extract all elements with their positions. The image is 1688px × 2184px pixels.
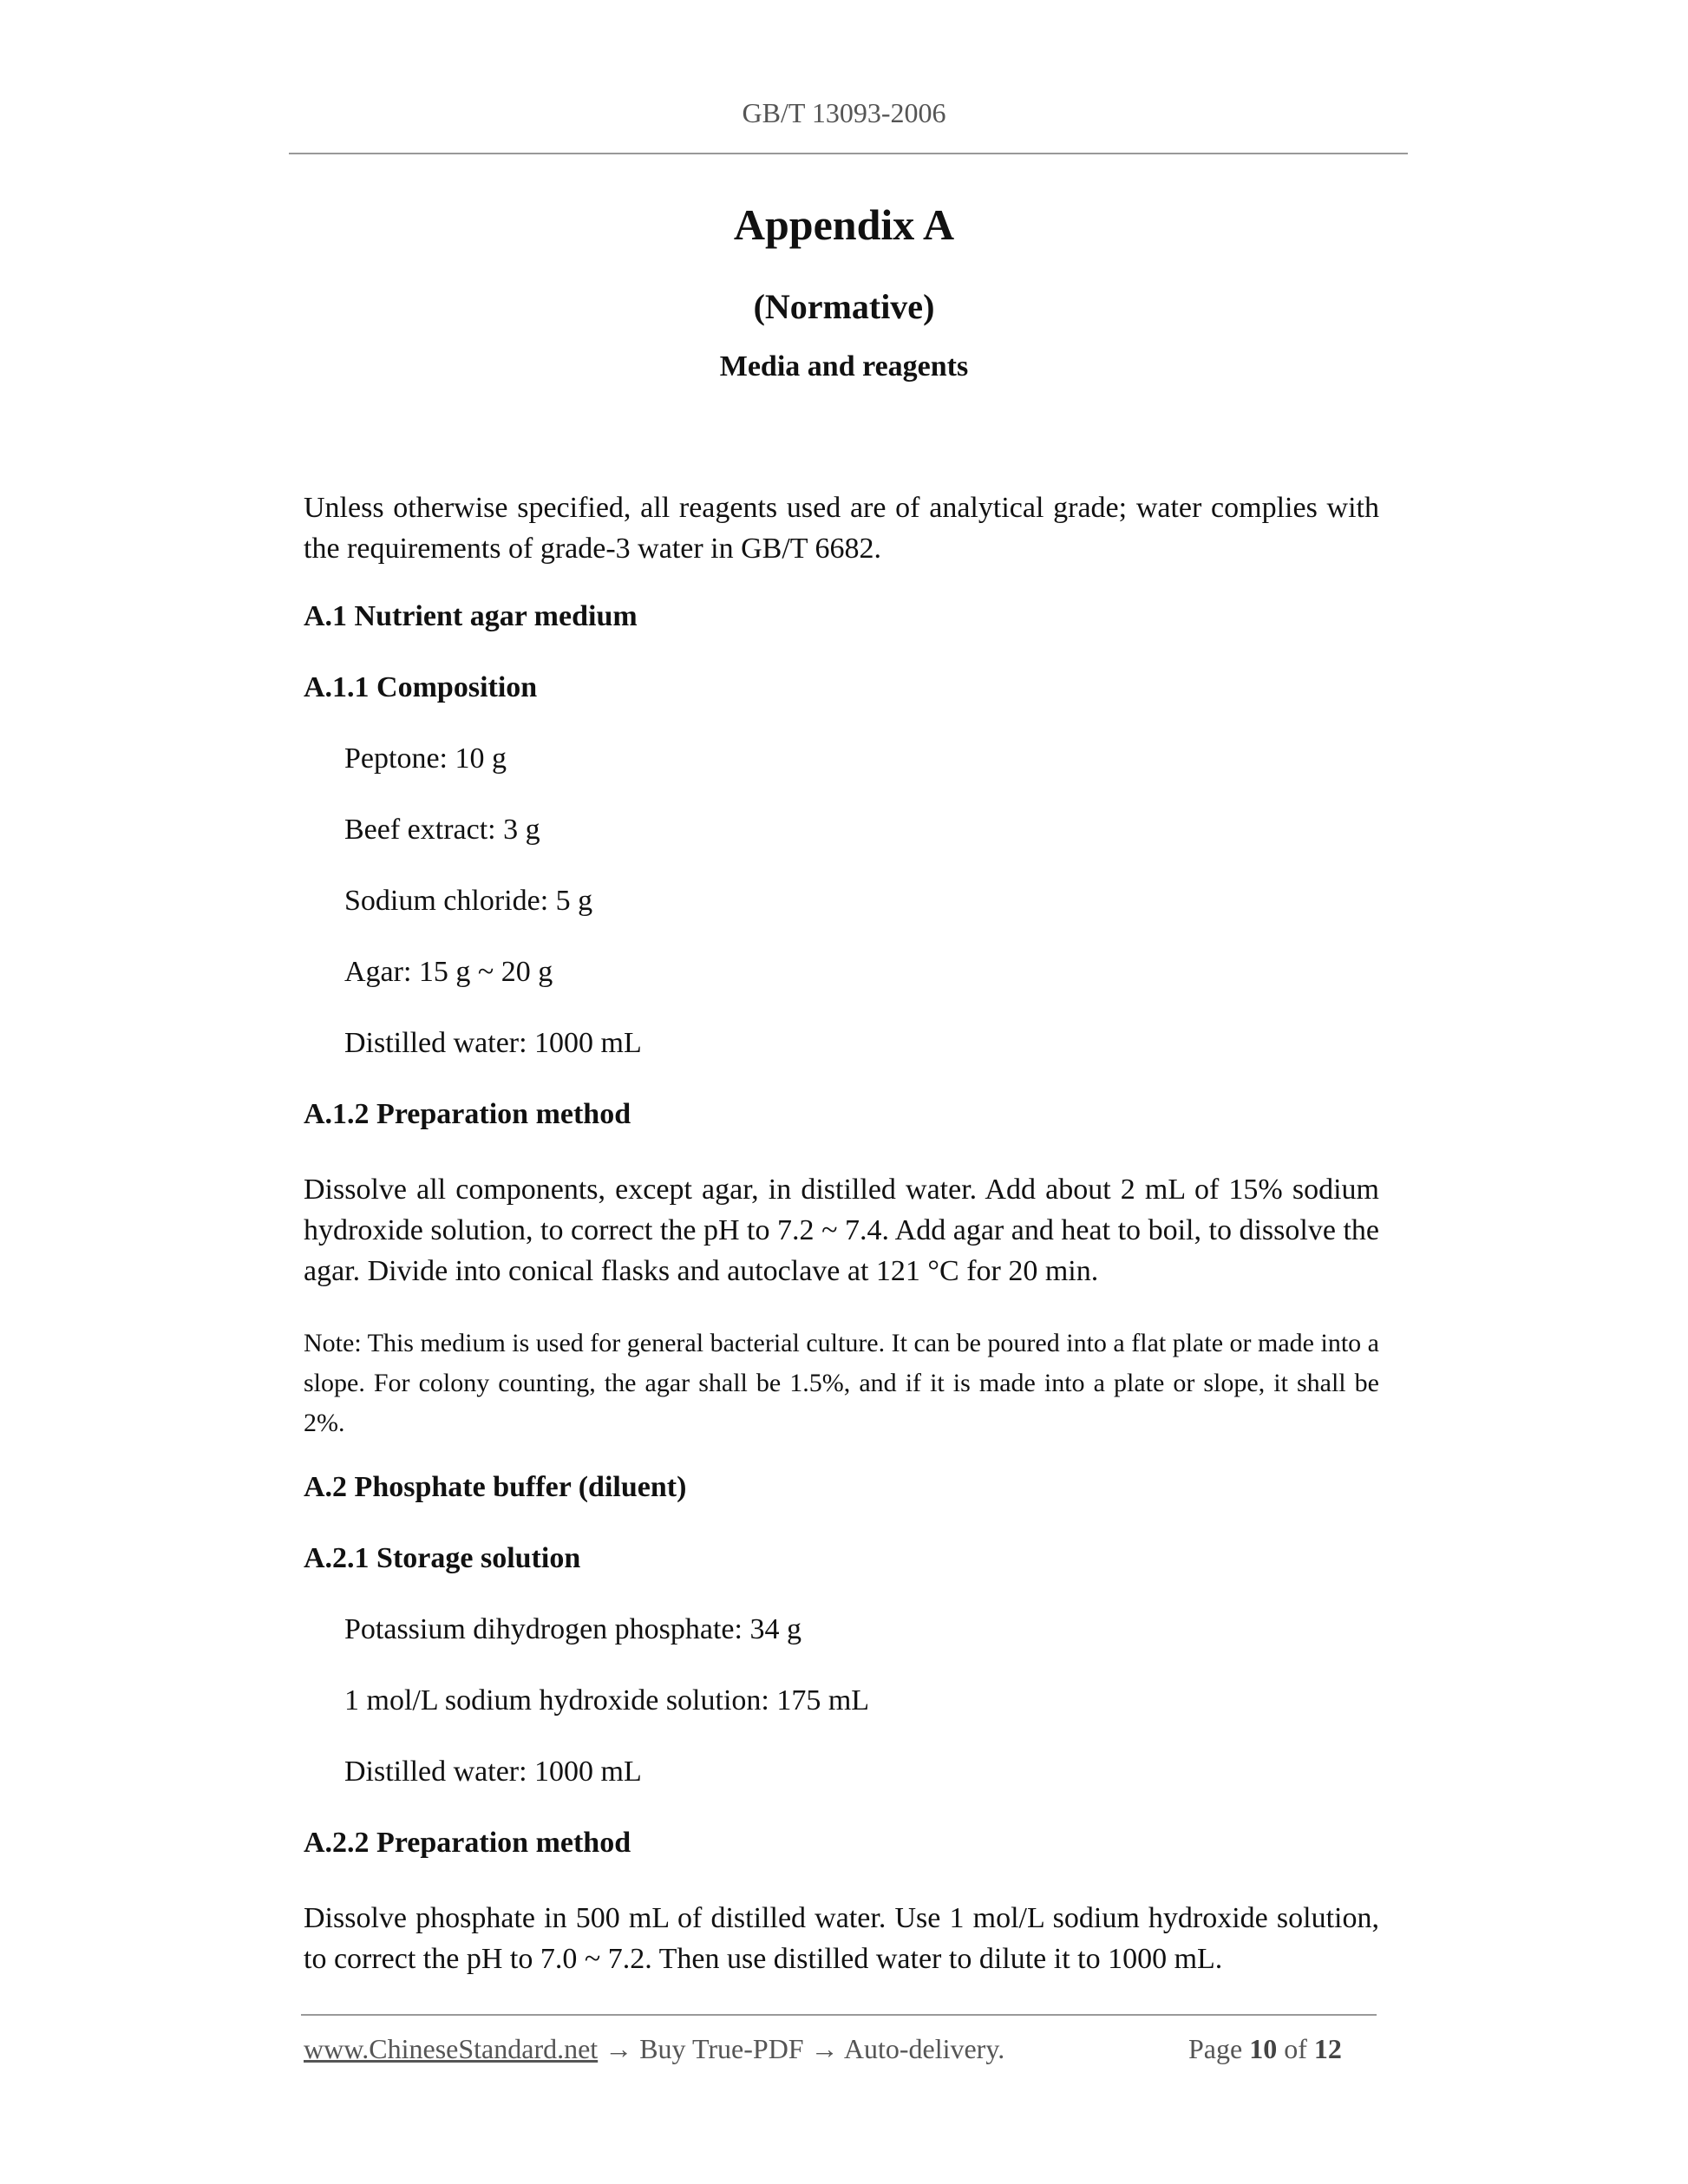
section-a22-heading: A.2.2 Preparation method xyxy=(304,1827,631,1859)
section-a11-heading: A.1.1 Composition xyxy=(304,671,538,703)
appendix-subtitle: Media and reagents xyxy=(719,350,969,383)
storage-item: Distilled water: 1000 mL xyxy=(344,1756,642,1788)
footer-divider xyxy=(301,2014,1377,2016)
storage-item: 1 mol/L sodium hydroxide solution: 175 mL xyxy=(344,1684,870,1716)
storage-item: Potassium dihydrogen phosphate: 34 g xyxy=(344,1613,801,1645)
section-a1-heading: A.1 Nutrient agar medium xyxy=(304,600,638,632)
composition-item: Peptone: 10 g xyxy=(344,742,507,775)
section-a2-heading: A.2 Phosphate buffer (diluent) xyxy=(304,1471,687,1503)
composition-item: Beef extract: 3 g xyxy=(344,814,540,846)
section-a12-heading: A.1.2 Preparation method xyxy=(304,1098,631,1130)
page-indicator: Page 10 of 12 xyxy=(1188,2033,1342,2064)
website-link[interactable]: www.ChineseStandard.net xyxy=(304,2033,599,2064)
a1-note: Note: This medium is used for general bacterial culture. It can be poured into a flat plate or made into a slope. For colony counting, the agar shall be 1.5%, and if it is made into a plate or slope, it shall be 2%. xyxy=(304,1329,1379,1437)
section-a21-heading: A.2.1 Storage solution xyxy=(304,1542,581,1574)
footer-promo xyxy=(304,2033,1004,2065)
appendix-title: Appendix A xyxy=(733,200,955,249)
composition-item: Sodium chloride: 5 g xyxy=(344,885,593,917)
a1-preparation-text: Dissolve all components, except agar, in distilled water. Add about 2 mL of 15% sodium hydroxide solution, to correct the pH to 7.2 ~ 7.4. Add agar and heat to boil, to dissolve the agar. Divide into conical flasks and autoclave at 121 °C for 20 min. xyxy=(304,1174,1379,1287)
composition-item: Agar: 15 g ~ 20 g xyxy=(344,956,553,988)
appendix-type: (Normative) xyxy=(753,287,935,326)
current-page: 10 xyxy=(1249,2033,1278,2064)
total-pages: 12 xyxy=(1313,2033,1342,2064)
footer-tagline: → Buy True-PDF → Auto-delivery. xyxy=(598,2033,1005,2064)
header-divider xyxy=(289,153,1408,154)
composition-item: Distilled water: 1000 mL xyxy=(344,1027,642,1059)
intro-paragraph: Unless otherwise specified, all reagents used are of analytical grade; water complies with the requirements of grade-3 water in GB/T 6682. xyxy=(304,492,1379,565)
document-id-header: GB/T 13093-2006 xyxy=(742,97,946,128)
a2-preparation-text: Dissolve phosphate in 500 mL of distilled water. Use 1 mol/L sodium hydroxide solution, to correct the pH to 7.0 ~ 7.2. Then use distilled water to dilute it to 1000 mL. xyxy=(304,1902,1379,1975)
